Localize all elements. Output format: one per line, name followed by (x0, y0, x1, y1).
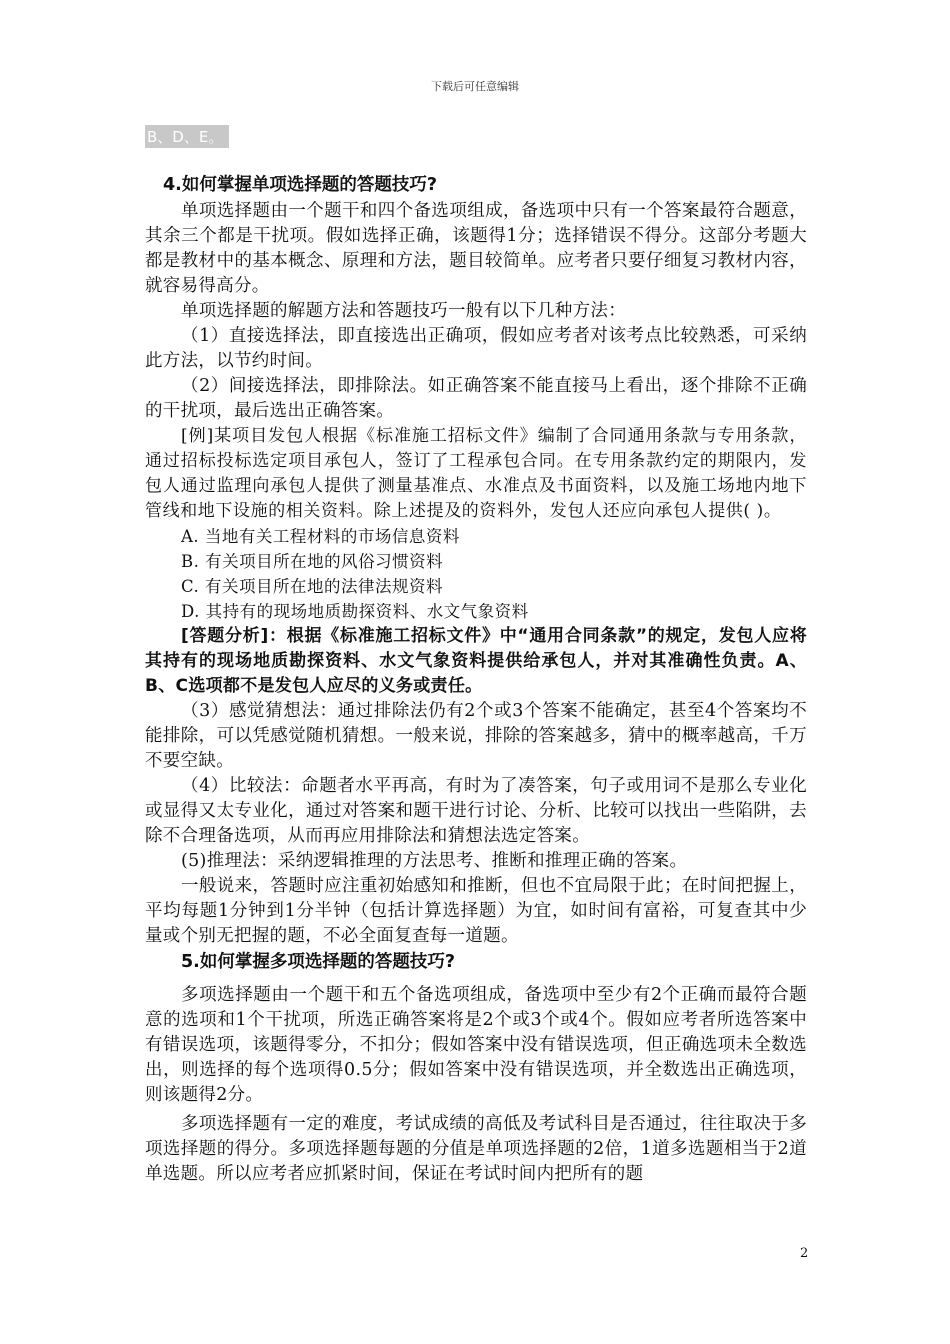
option-a: A. 当地有关工程材料的市场信息资料 (181, 527, 460, 546)
paragraph-general: 一般说来，答题时应注重初始感知和推断，但也不宜局限于此；在时间把握上，平均每题1分钟到1分半钟（包括计算选择题）为宜，如时间有富裕，可复查其中少量或个别无把握的题，不必全面复查每一道题。 (145, 876, 807, 946)
page-header: 下载后可任意编辑 (431, 80, 519, 93)
highlighted-answer-note: B、D、E。 (145, 125, 229, 148)
paragraph-method-2: （2）间接选择法，即排除法。如正确答案不能直接马上看出，逐个排除不正确的干扰项，最后选出正确答案。 (145, 376, 807, 421)
document-body (145, 172, 807, 1187)
paragraph-methods: 单项选择题的解题方法和答题技巧一般有以下几种方法： (181, 301, 626, 321)
paragraph-example: [例]某项目发包人根据《标准施工招标文件》编制了合同通用条款与专用条款，通过招标投标选定项目承包人，签订了工程承包合同。在专用条款约定的期限内，发包人通过监理向承包人提供了测量基准点、水准点及书面资料，以及施工场地内地下管线和地下设施的相关资料。除上述提及的资料外，发包人还应向承包人提供( )。 (145, 426, 807, 521)
section-heading-5: 5.如何掌握多项选择题的答题技巧? (181, 952, 455, 972)
paragraph-multi-2: 多项选择题有一定的难度，考试成绩的高低及考试科目是否通过，往往取决于多项选择题的得分。多项选择题每题的分值是单项选择题的2倍，1道多选题相当于2道单选题。所以应考者应抓紧时间，保证在考试时间内把所有的题 (145, 1114, 807, 1184)
paragraph-method-3: （3）感觉猜想法：通过排除法仍有2个或3个答案不能确定，甚至4个答案均不能排除，可以凭感觉随机猜想。一般来说，排除的答案越多，猜中的概率越高，千万不要空缺。 (145, 701, 807, 771)
option-b: B. 有关项目所在地的风俗习惯资料 (181, 552, 444, 571)
paragraph-method-4: （4）比较法：命题者水平再高，有时为了凑答案，句子或用词不是那么专业化或显得又太专业化，通过对答案和题干进行讨论、分析、比较可以找出一些陷阱，去除不合理备选项，从而再应用排除法和猜想法选定答案。 (145, 776, 807, 846)
section-heading-4: 4.如何掌握单项选择题的答题技巧? (163, 175, 437, 195)
paragraph-method-1: （1）直接选择法，即直接选出正确项，假如应考者对该考点比较熟悉，可采纳此方法，以节约时间。 (145, 326, 807, 371)
option-d: D. 其持有的现场地质勘探资料、水文气象资料 (181, 602, 529, 621)
paragraph-method-5: (5)推理法：采纳逻辑推理的方法思考、推断和推理正确的答案。 (181, 851, 688, 871)
page-number: 2 (800, 1246, 809, 1261)
paragraph-analysis: [答题分析]：根据《标准施工招标文件》中“通用合同条款”的规定，发包人应将其持有的现场地质勘探资料、水文气象资料提供给承包人，并对其准确性负责。A、B、C选项都不是发包人应尽的义务或责任。 (145, 626, 807, 696)
paragraph-single-intro: 单项选择题由一个题干和四个备选项组成，备选项中只有一个答案最符合题意，其余三个都是干扰项。假如选择正确，该题得1分；选择错误不得分。这部分考题大都是教材中的基本概念、原理和方法，题目较简单。应考者只要仔细复习教材内容，就容易得高分。 (145, 201, 807, 296)
paragraph-multi-intro: 多项选择题由一个题干和五个备选项组成，备选项中至少有2个正确而最符合题意的选项和1个干扰项，所选正确答案将是2个或3个或4个。假如应考者所选答案中有错误选项，该题得零分，不扣分；假如答案中没有错误选项，但正确选项未全数选出，则选择的每个选项得0.5分；假如答案中没有错误选项，并全数选出正确选项，则该题得2分。 (145, 985, 807, 1105)
option-c: C. 有关项目所在地的法律法规资料 (181, 577, 444, 596)
